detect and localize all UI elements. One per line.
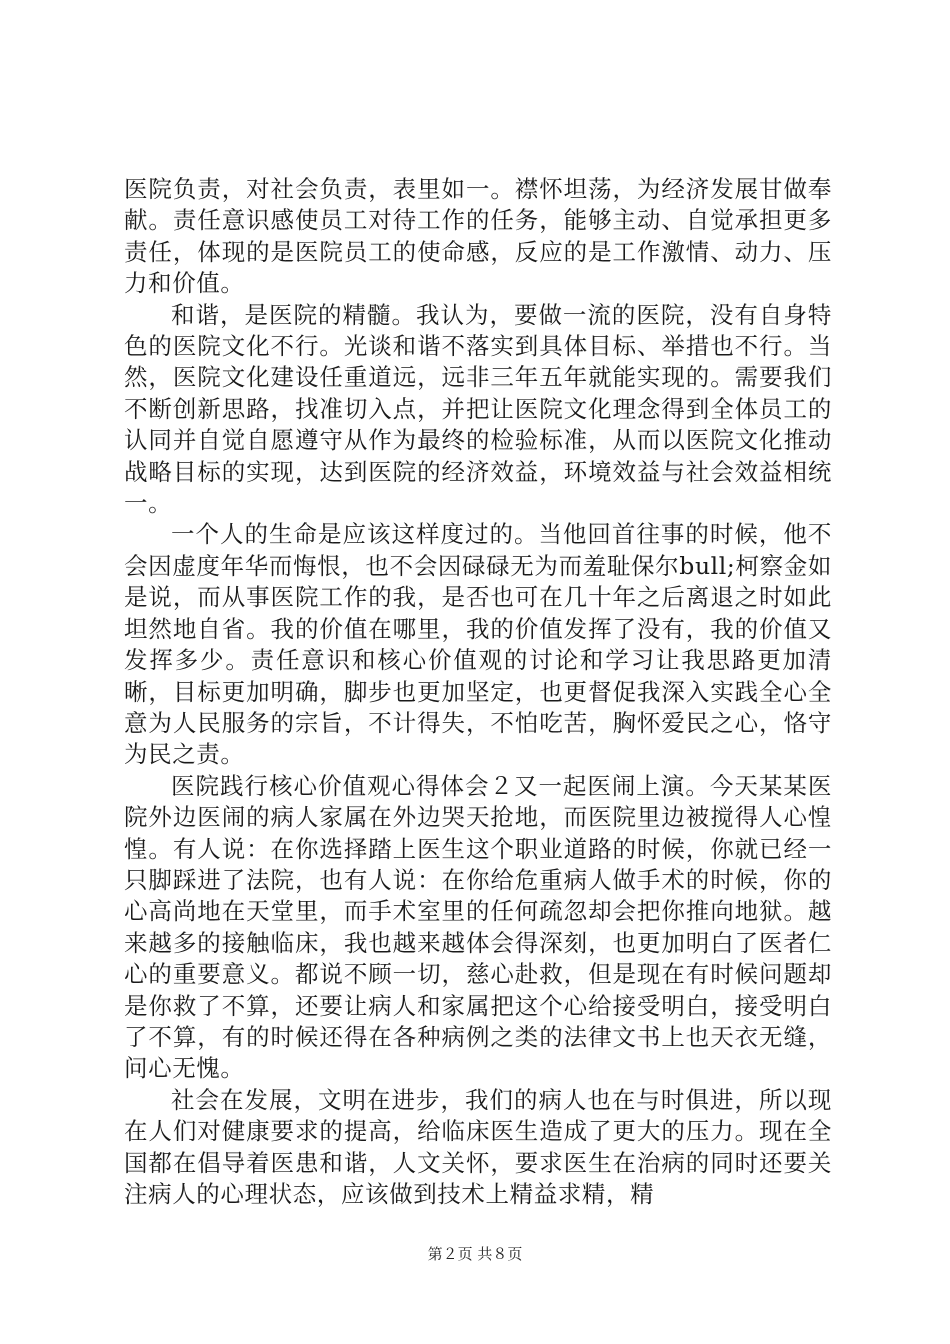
paragraph-5: 社会在发展，文明在进步，我们的病人也在与时俱进，所以现在人们对健康要求的提高，给临床医生造成了更大的压力。现在全国都在倡导着医患和谐，人文关怀，要求医生在治病的同时还要关注病人的心理状态，应该做到技术上精益求精，精 <box>124 1085 832 1208</box>
page-number-footer: 第２页 共８页 <box>427 1245 523 1263</box>
paragraph-4: 医院践行核心价值观心得体会２又一起医闹上演。今天某某医院外边医闹的病人家属在外边哭天抢地，而医院里边被搅得人心惶惶。有人说：在你选择踏上医生这个职业道路的时候，你就已经一只脚踩进了法院，也有人说：在你给危重病人做手术的时候，你的心高尚地在天堂里，而手术室里的任何疏忽却会把你推向地狱。越来越多的接触临床，我也越来越体会得深刻，也更加明白了医者仁心的重要意义。都说不顾一切，慈心赴救，但是现在有时候问题却是你救了不算，还要让病人和家属把这个心给接受明白，接受明白了不算，有的时候还得在各种病例之类的法律文书上也天衣无缝，问心无愧。 <box>124 771 832 1083</box>
document-body <box>124 174 832 1210</box>
paragraph-2: 和谐，是医院的精髓。我认为，要做一流的医院，没有自身特色的医院文化不行。光谈和谐不落实到具体目标、举措也不行。当然，医院文化建设任重道远，远非三年五年就能实现的。需要我们不断创新思路，找准切入点，并把让医院文化理念得到全体员工的认同并自觉自愿遵守从作为最终的检验标准，从而以医院文化推动战略目标的实现，达到医院的经济效益，环境效益与社会效益相统一。 <box>124 300 832 518</box>
paragraph-1: 医院负责，对社会负责，表里如一。襟怀坦荡，为经济发展甘做奉献。责任意识感使员工对待工作的任务，能够主动、自觉承担更多责任，体现的是医院员工的使命感，反应的是工作激情、动力、压力和价值。 <box>124 175 832 298</box>
paragraph-3: 一个人的生命是应该这样度过的。当他回首往事的时候，他不会因虚度年华而悔恨，也不会因碌碌无为而羞耻保尔bull;柯察金如是说，而从事医院工作的我，是否也可在几十年之后离退之时如此坦然地自省。我的价值在哪里，我的价值发挥了没有，我的价值又发挥多少。责任意识和核心价值观的讨论和学习让我思路更加清晰，目标更加明确，脚步也更加坚定，也更督促我深入实践全心全意为人民服务的宗旨，不计得失，不怕吃苦，胸怀爱民之心，恪守为民之责。 <box>124 520 832 769</box>
